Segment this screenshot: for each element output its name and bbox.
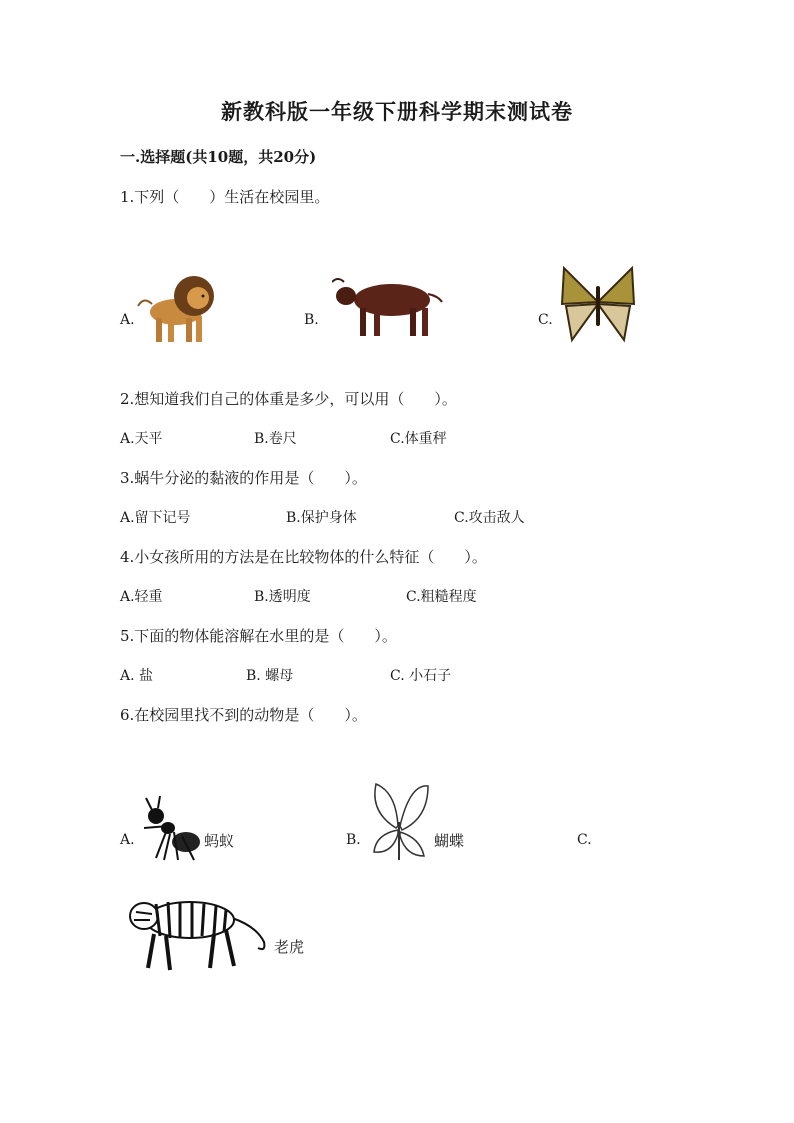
- page-title: 新教科版一年级下册科学期末测试卷: [221, 99, 573, 124]
- q3-option-c[interactable]: C.攻击敌人: [454, 510, 525, 526]
- q6-option-a[interactable]: A.: [120, 832, 135, 848]
- tiger-drawing: [124, 886, 272, 976]
- section-heading: 一.选择题(共10题，共20分): [120, 148, 317, 166]
- question-1-stem: 1.下列（ ）生活在校园里。: [120, 188, 330, 206]
- q6-caption-tiger: 老虎: [274, 938, 305, 956]
- bull-illustration: [332, 274, 446, 340]
- q5-option-b[interactable]: B. 螺母: [246, 668, 294, 684]
- q6-caption-butterfly: 蝴蝶: [434, 832, 465, 850]
- q4-option-a[interactable]: A.轻重: [120, 589, 163, 605]
- q1-option-b[interactable]: B.: [304, 312, 319, 328]
- question-5-stem: 5.下面的物体能溶解在水里的是（ ）。: [120, 627, 397, 645]
- q4-option-c[interactable]: C.粗糙程度: [406, 589, 477, 605]
- q1-option-c[interactable]: C.: [538, 312, 553, 328]
- question-2-stem: 2.想知道我们自己的体重是多少，可以用（ ）。: [120, 390, 457, 408]
- q6-option-c[interactable]: C.: [577, 832, 592, 848]
- question-3-stem: 3.蜗牛分泌的黏液的作用是（ ）。: [120, 469, 367, 487]
- q5-option-a[interactable]: A. 盐: [120, 668, 154, 684]
- question-4-stem: 4.小女孩所用的方法是在比较物体的什么特征（ ）。: [120, 548, 487, 566]
- q2-option-c[interactable]: C.体重秤: [390, 431, 447, 447]
- q4-option-b[interactable]: B.透明度: [254, 589, 311, 605]
- butterfly-drawing: [366, 778, 432, 864]
- q2-option-b[interactable]: B.卷尺: [254, 431, 297, 447]
- q1-option-a[interactable]: A.: [120, 312, 135, 328]
- question-6-stem: 6.在校园里找不到的动物是（ ）。: [120, 706, 367, 724]
- lion-illustration: [136, 266, 218, 346]
- q2-option-a[interactable]: A.天平: [120, 431, 163, 447]
- q5-option-c[interactable]: C. 小石子: [390, 668, 452, 684]
- q3-option-a[interactable]: A.留下记号: [120, 510, 191, 526]
- q6-option-b[interactable]: B.: [346, 832, 361, 848]
- q3-option-b[interactable]: B.保护身体: [286, 510, 357, 526]
- q6-caption-ant: 蚂蚁: [204, 832, 235, 850]
- ant-drawing: [138, 796, 202, 864]
- butterfly-illustration: [558, 264, 638, 344]
